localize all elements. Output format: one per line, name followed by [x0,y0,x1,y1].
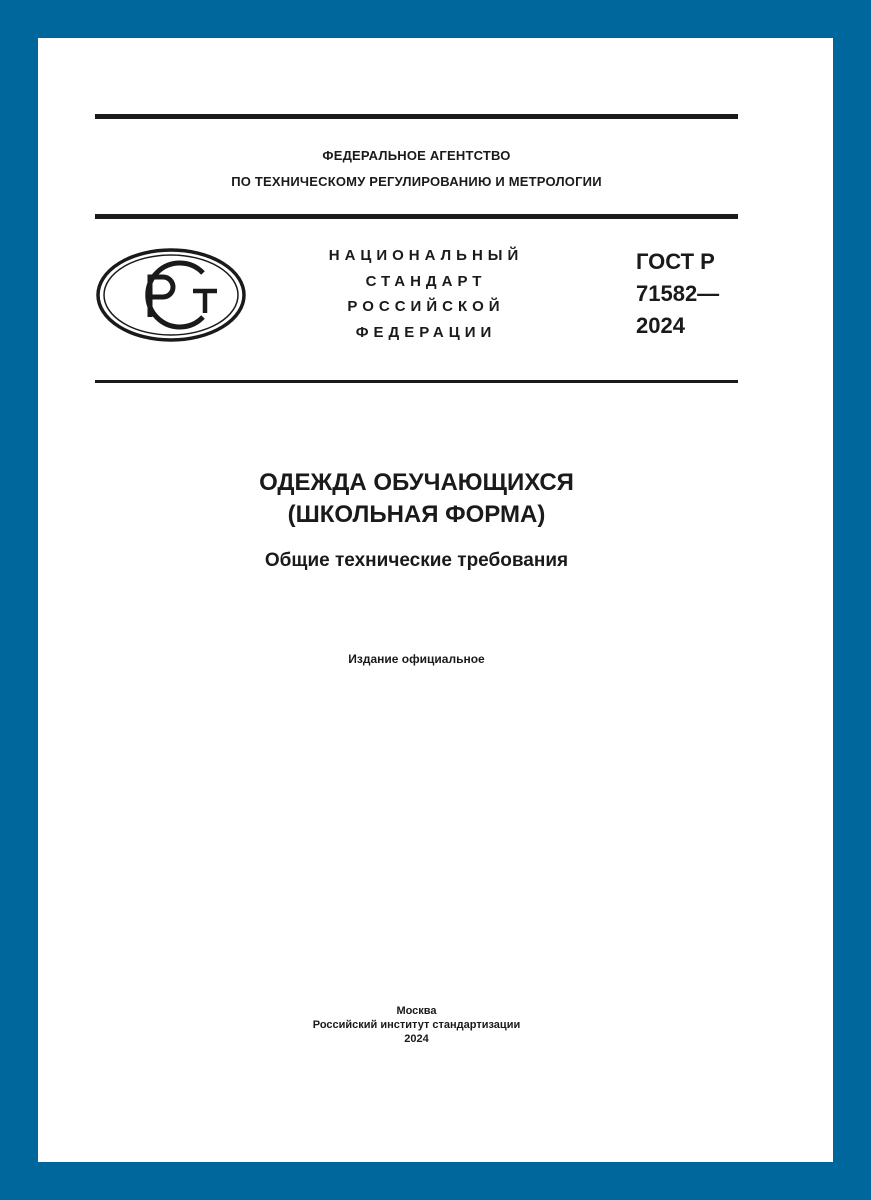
national-standard-label [308,243,544,345]
document-title-line-1: ОДЕЖДА ОБУЧАЮЩИХСЯ [259,469,574,496]
edition-label: Издание официальное [348,652,485,666]
gost-line-3: 2024 [636,313,685,338]
imprint-year: 2024 [404,1033,429,1045]
document-page [38,38,833,1162]
gost-line-1: ГОСТ Р [636,249,715,274]
document-title-line-2: (ШКОЛЬНАЯ ФОРМА) [287,501,546,528]
imprint-publisher: Российский институт стандартизации [312,1019,521,1031]
standard-designation [636,246,719,342]
document-subtitle: Общие технические требования [264,550,569,571]
header-rule [95,214,738,219]
national-line-1: НАЦИОНАЛЬНЫЙ [328,247,524,264]
national-line-3: РОССИЙСКОЙ [347,298,505,315]
gost-r-conformity-mark-icon [95,247,247,343]
gost-line-2: 71582— [636,281,720,306]
national-line-4: ФЕДЕРАЦИИ [355,323,497,341]
national-line-2: СТАНДАРТ [365,272,487,290]
section-rule [95,380,738,383]
top-rule [95,114,738,119]
imprint-city: Москва [396,1005,437,1017]
agency-line-2: ПО ТЕХНИЧЕСКОМУ РЕГУЛИРОВАНИЮ И МЕТРОЛОГИИ [231,174,602,189]
agency-line-1: ФЕДЕРАЛЬНОЕ АГЕНТСТВО [322,148,511,163]
